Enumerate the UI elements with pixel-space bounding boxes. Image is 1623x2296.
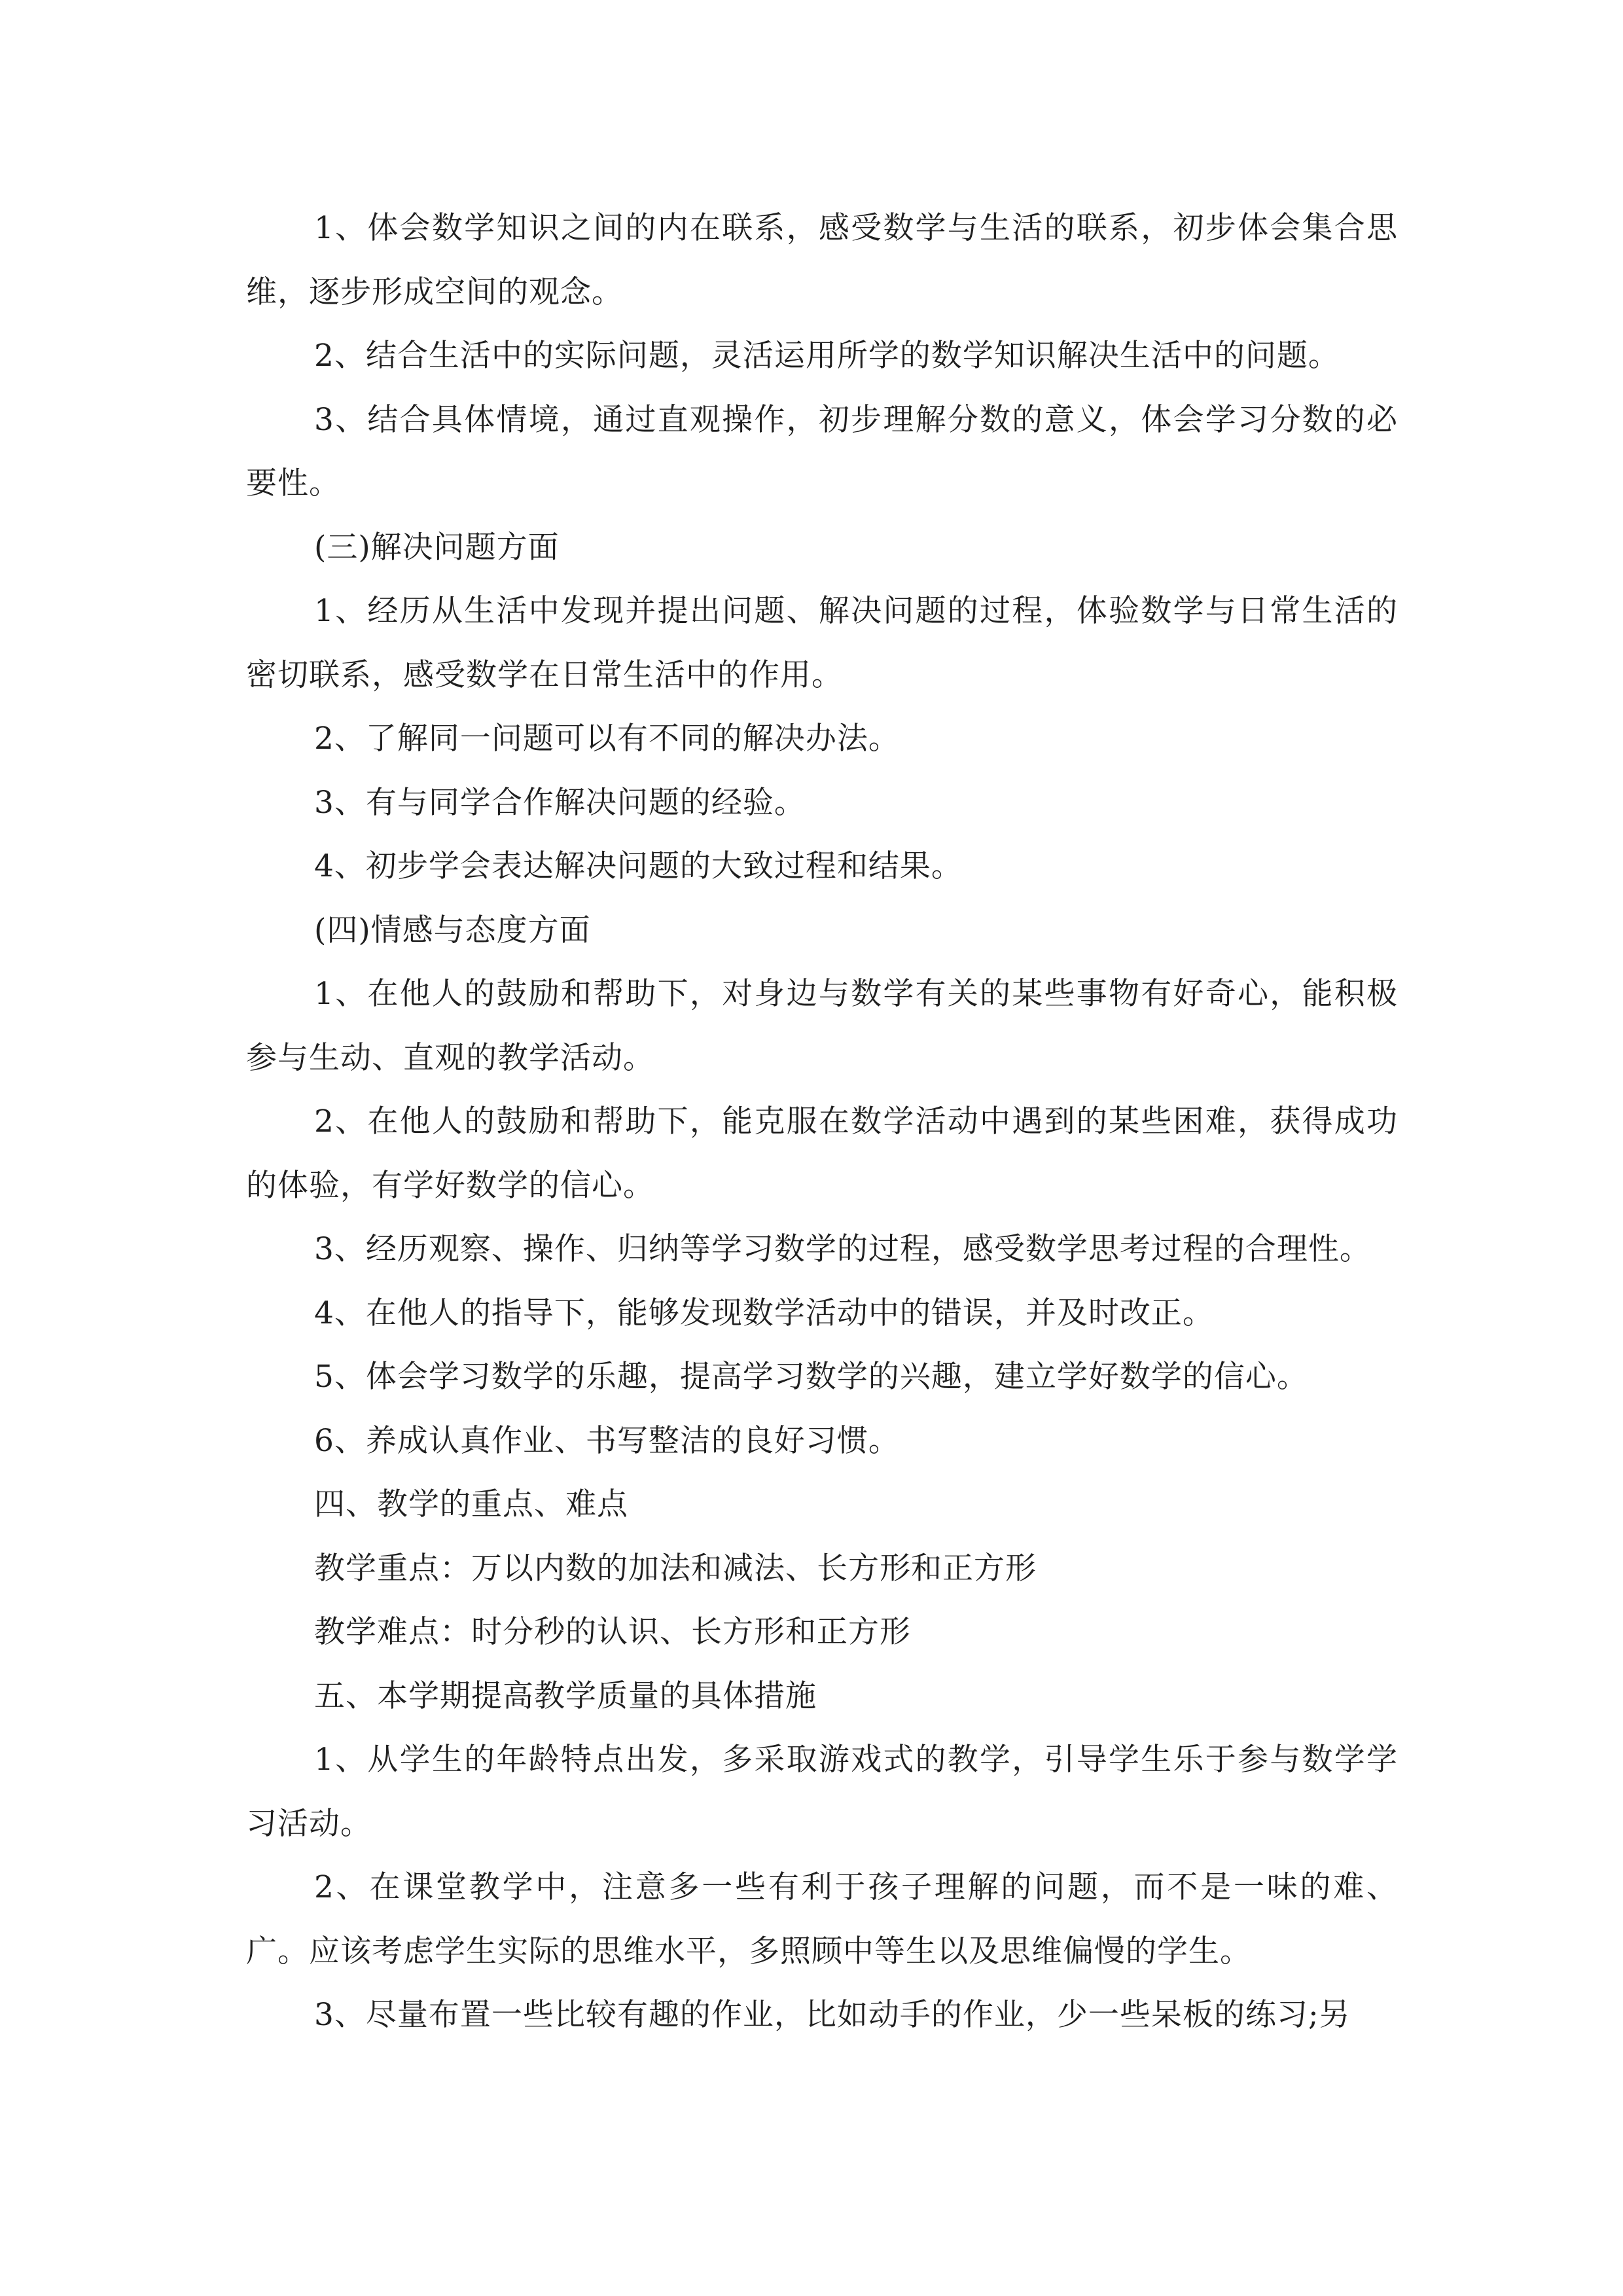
paragraph-emotion-2: 2、在他人的鼓励和帮助下，能克服在数学活动中遇到的某些困难，获得成功的体验，有学好数学的信心。: [246, 1103, 1398, 1204]
paragraph-emotion-4: 4、在他人的指导下，能够发现数学活动中的错误，并及时改正。: [314, 1295, 1214, 1331]
paragraph-emotion-6: 6、养成认真作业、书写整洁的良好习惯。: [314, 1422, 900, 1459]
paragraph-problem-2: 2、了解同一问题可以有不同的解决办法。: [314, 721, 900, 757]
paragraph-measure-1: 1、从学生的年龄特点出发，多采取游戏式的教学，引导学生乐于参与数学学习活动。: [246, 1742, 1398, 1842]
paragraph-objective-1: 1、体会数学知识之间的内在联系，感受数学与生活的联系，初步体会集合思维，逐步形成空间的观念。: [246, 210, 1398, 310]
paragraph-problem-1: 1、经历从生活中发现并提出问题、解决问题的过程，体验数学与日常生活的密切联系，感受数学在日常生活中的作用。: [246, 593, 1398, 693]
heading-measures: 五、本学期提高教学质量的具体措施: [314, 1677, 817, 1714]
heading-problem-solving: (三)解决问题方面: [314, 529, 560, 565]
heading-key-points: 四、教学的重点、难点: [314, 1486, 628, 1522]
heading-emotion-attitude: (四)情感与态度方面: [314, 912, 591, 948]
paragraph-objective-3: 3、结合具体情境，通过直观操作，初步理解分数的意义，体会学习分数的必要性。: [246, 401, 1398, 501]
paragraph-teaching-focus: 教学重点：万以内数的加法和减法、长方形和正方形: [314, 1550, 1037, 1587]
document-body: [246, 196, 1398, 2047]
paragraph-emotion-5: 5、体会学习数学的乐趣，提高学习数学的兴趣，建立学好数学的信心。: [314, 1359, 1308, 1395]
paragraph-problem-3: 3、有与同学合作解决问题的经验。: [314, 784, 806, 821]
paragraph-problem-4: 4、初步学会表达解决问题的大致过程和结果。: [314, 848, 963, 884]
paragraph-measure-3: 3、尽量布置一些比较有趣的作业，比如动手的作业，少一些呆板的练习;另: [314, 1997, 1351, 2033]
paragraph-measure-2: 2、在课堂教学中，注意多一些有利于孩子理解的问题，而不是一味的难、广。应该考虑学生实际的思维水平，多照顾中等生以及思维偏慢的学生。: [246, 1869, 1398, 1969]
paragraph-emotion-3: 3、经历观察、操作、归纳等学习数学的过程，感受数学思考过程的合理性。: [314, 1231, 1371, 1267]
paragraph-emotion-1: 1、在他人的鼓励和帮助下，对身边与数学有关的某些事物有好奇心，能积极参与生动、直观的教学活动。: [246, 976, 1398, 1076]
paragraph-teaching-difficulty: 教学难点：时分秒的认识、长方形和正方形: [314, 1614, 911, 1650]
paragraph-objective-2: 2、结合生活中的实际问题，灵活运用所学的数学知识解决生活中的问题。: [314, 338, 1340, 374]
